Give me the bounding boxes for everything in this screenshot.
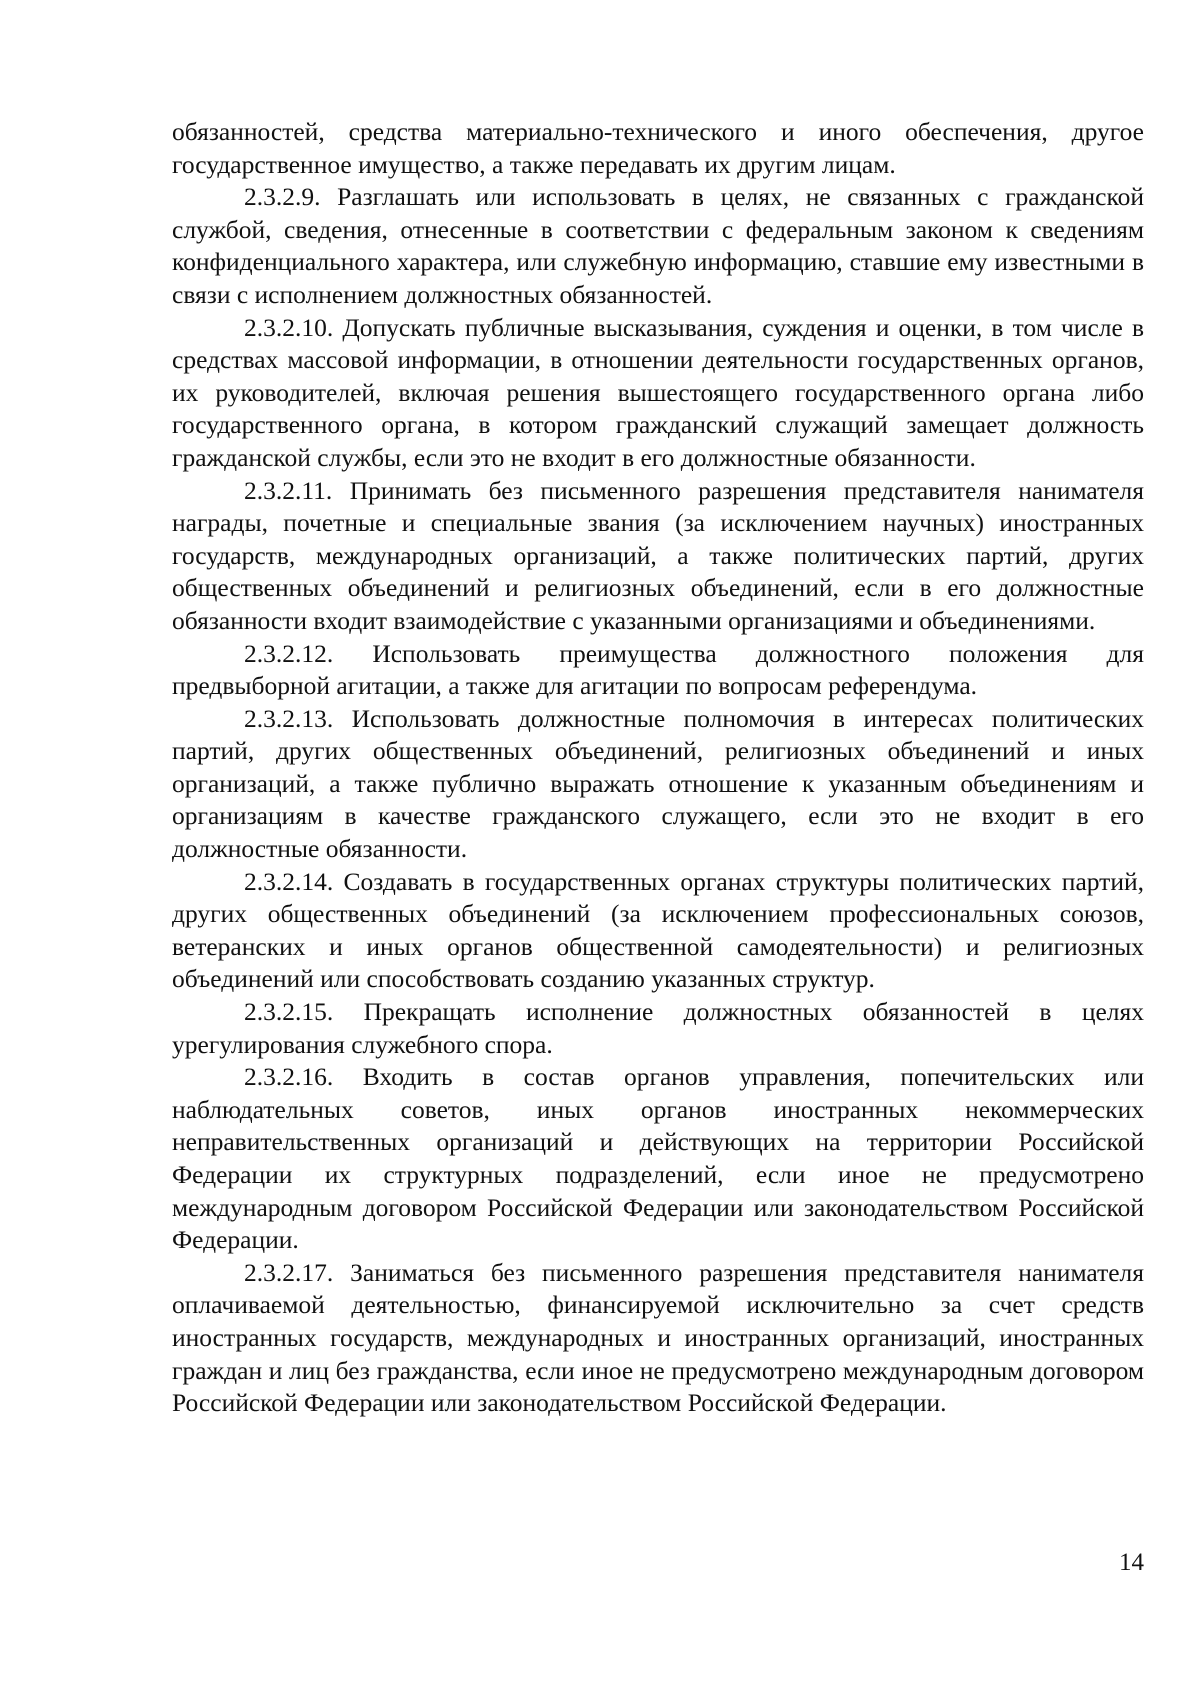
- paragraph-2-3-2-11: 2.3.2.11. Принимать без письменного разрешения представителя нанимателя награды, почетные и специальные звания (за исключением научных) иностранных государств, международных организаций, а также политических партий, других общественных объединений и религиозных объединений, если в его должностные обязанности входит взаимодействие с указанными организациями и объединениями.: [172, 475, 1144, 635]
- paragraph-2-3-2-16: 2.3.2.16. Входить в состав органов управления, попечительских или наблюдательных советов, иных органов иностранных некоммерческих неправительственных организаций и действующих на территории Российской Федерации их структурных подразделений, если иное не предусмотрено международным договором Российской Федерации или законодательством Российской Федерации.: [172, 1062, 1144, 1255]
- paragraph-2-3-2-14: 2.3.2.14. Создавать в государственных органах структуры политических партий, других общественных объединений (за исключением профессиональных союзов, ветеранских и иных органов общественной самодеятельности) и религиозных объединений или способствовать созданию указанных структур.: [172, 866, 1144, 994]
- paragraph-2-3-2-13: 2.3.2.13. Использовать должностные полномочия в интересах политических партий, других общественных объединений, религиозных объединений и иных организаций, а также публично выражать отношение к указанным объединениям и организациям в качестве гражданского служащего, если это не входит в его должностные обязанности.: [172, 703, 1144, 864]
- paragraph-2-3-2-9: 2.3.2.9. Разглашать или использовать в целях, не связанных с гражданской службой, сведения, отнесенные в соответствии с федеральным законом к сведениям конфиденциального характера, или служебную информацию, ставшие ему известными в связи с исполнением должностных обязанностей.: [172, 182, 1144, 309]
- paragraph-2-3-2-12: 2.3.2.12. Использовать преимущества должностного положения для предвыборной агитации, а также для агитации по вопросам референдума.: [172, 638, 1144, 701]
- document-body: [172, 116, 1144, 1420]
- paragraph-continuation: обязанностей, средства материально-технического и иного обеспечения, другое государственное имущество, а также передавать их другим лицам.: [172, 117, 1144, 179]
- paragraph-2-3-2-17: 2.3.2.17. Заниматься без письменного разрешения представителя нанимателя оплачиваемой деятельностью, финансируемой исключительно за счет средств иностранных государств, международных и иностранных организаций, иностранных граждан и лиц без гражданства, если иное не предусмотрено международным договором Российской Федерации или законодательством Российской Федерации.: [172, 1257, 1144, 1418]
- page-number: 14: [1119, 1549, 1144, 1576]
- paragraph-2-3-2-10: 2.3.2.10. Допускать публичные высказывания, суждения и оценки, в том числе в средствах массовой информации, в отношении деятельности государственных органов, их руководителей, включая решения вышестоящего государственного органа либо государственного органа, в котором гражданский служащий замещает должность гражданской службы, если это не входит в его должностные обязанности.: [172, 312, 1144, 472]
- paragraph-2-3-2-15: 2.3.2.15. Прекращать исполнение должностных обязанностей в целях урегулирования служебного спора.: [172, 997, 1144, 1059]
